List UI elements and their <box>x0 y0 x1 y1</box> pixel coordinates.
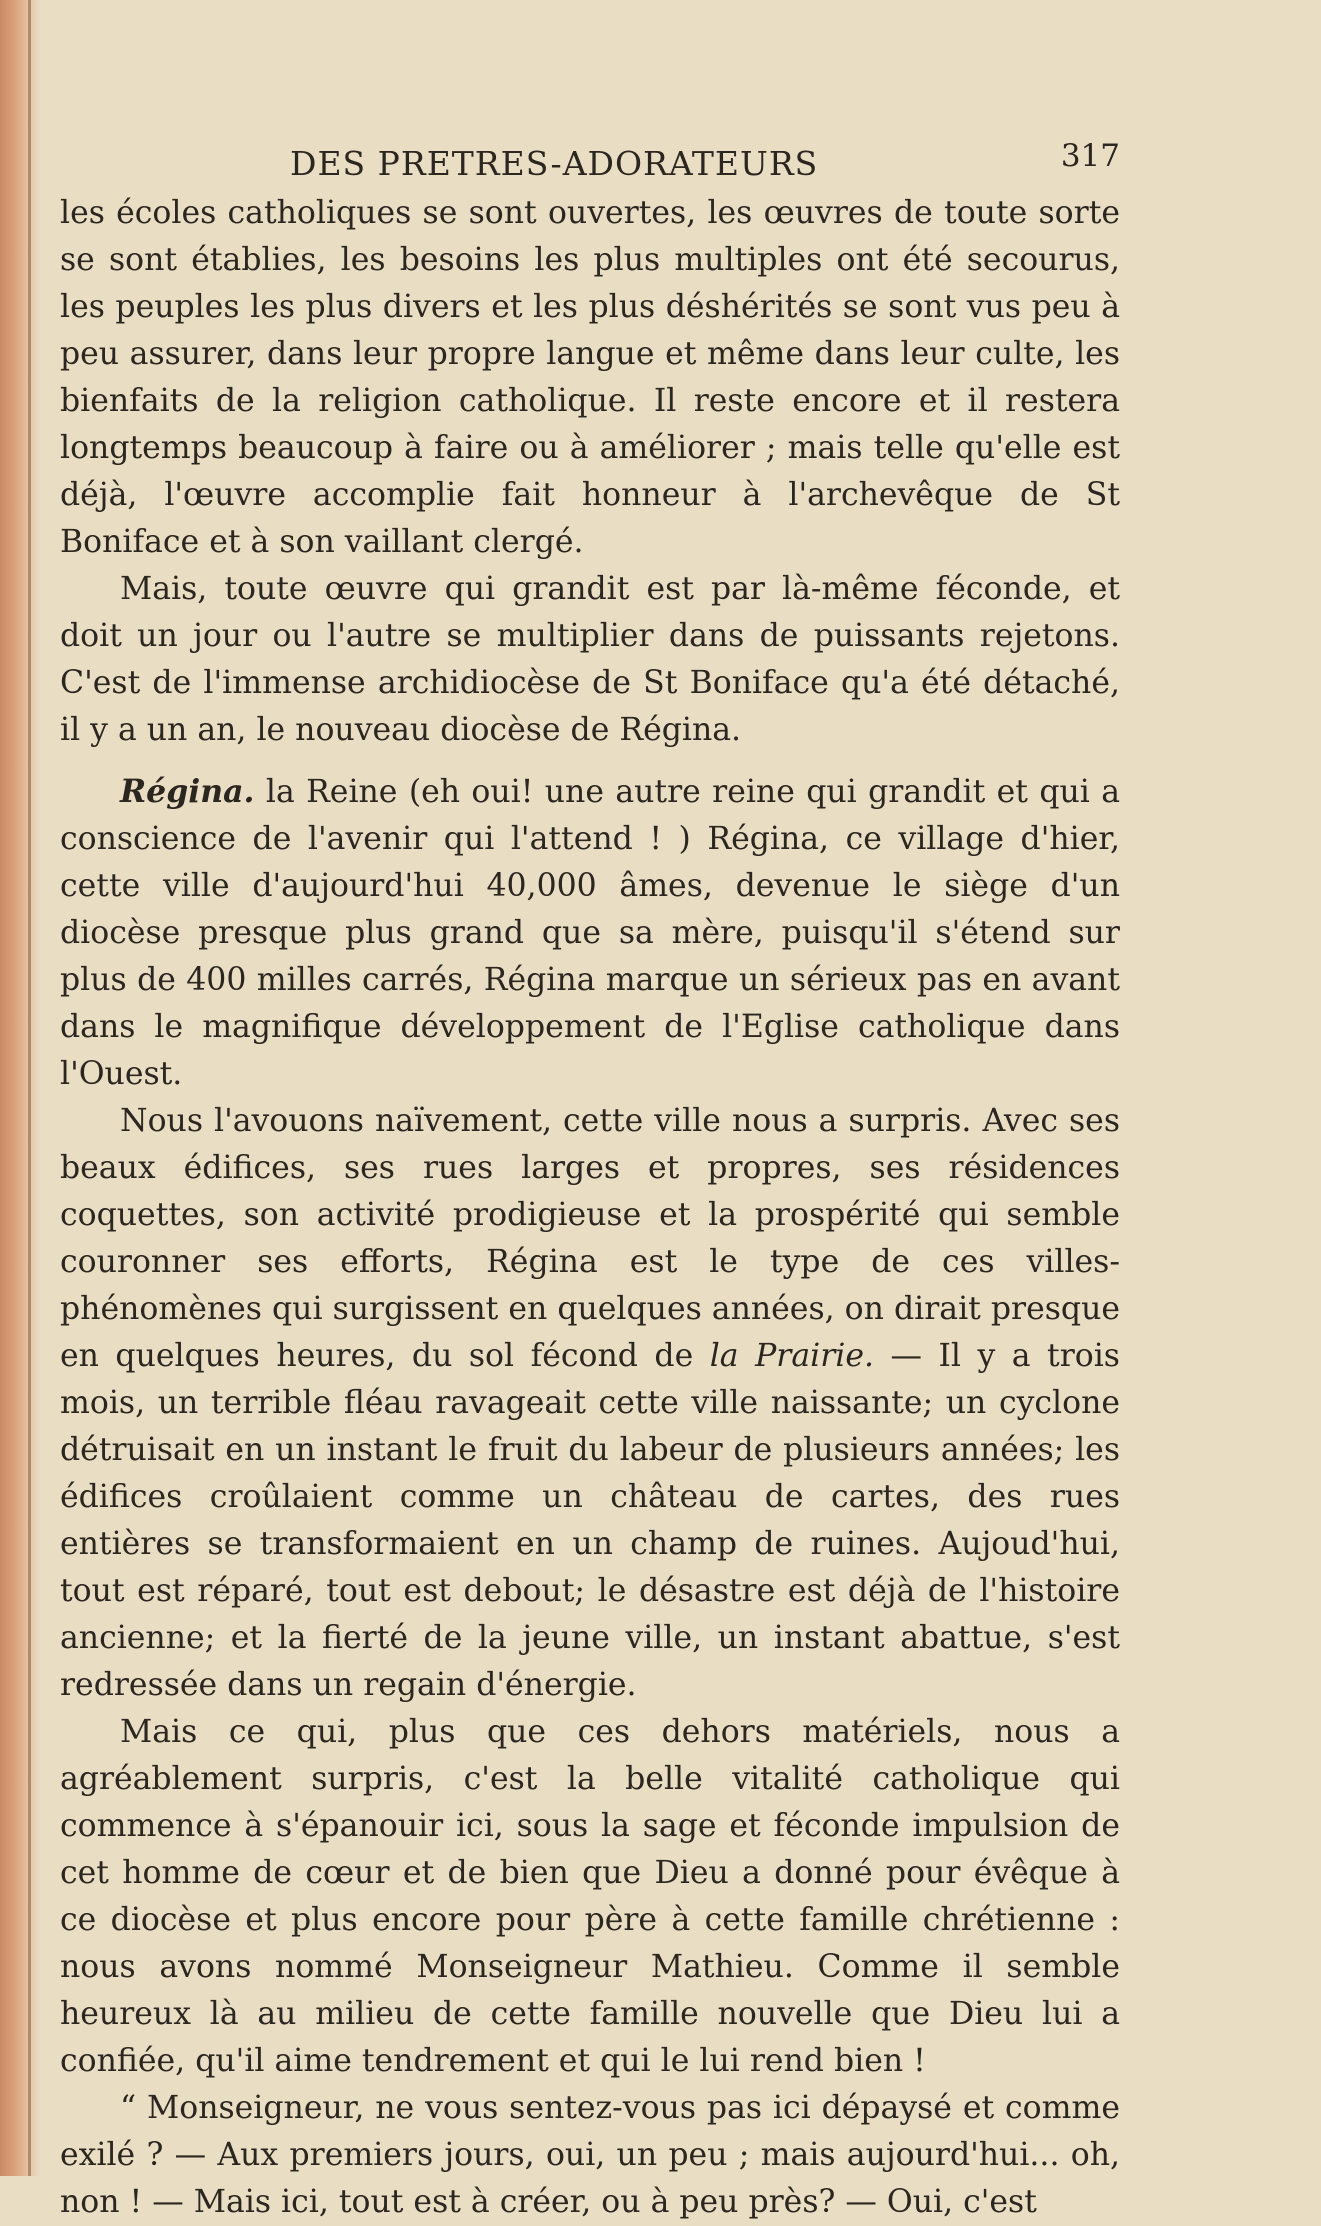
paragraph-5 <box>60 1709 1120 2085</box>
paragraph-3 <box>60 768 1120 1098</box>
book-page <box>60 130 1120 2226</box>
paragraph-2-text: Mais, toute œuvre qui grandit est par là-même féconde, et doit un jour ou l'autre se multiplier dans de puissants rejetons. C'est de l'immense archidiocèse de St Boniface qu'a été détaché, il y a un an, le nouveau diocèse de Régina. <box>60 571 1120 748</box>
paragraph-5-text: Mais ce qui, plus que ces dehors matériels, nous a agréablement surpris, c'est la belle vitalité catholique qui commence à s'épanouir ici, sous la sage et féconde impulsion de cet homme de cœur et de bien que Dieu a donné pour évêque à ce diocèse et plus encore pour père à cette famille chrétienne : nous avons nommé Monseigneur Mathieu. Comme il semble heureux là au milieu de cette famille nouvelle que Dieu lui a confiée, qu'il aime tendrement et qui le lui rend bien ! <box>60 1714 1120 2079</box>
page-number: 317 <box>1060 138 1120 174</box>
paragraph-4-emphasis: la Prairie. <box>709 1338 874 1374</box>
paragraph-1 <box>60 190 1120 566</box>
page-header <box>60 130 1120 190</box>
binding-edge <box>28 0 31 2176</box>
paragraph-4-text-before: Nous l'avouons naïvement, cette ville nous a surpris. Avec ses beaux édifices, ses rues larges et propres, ses résidences coquettes, son activité prodigieuse et la prospérité qui semble couronner ses efforts, Régina est le type de ces villes-phénomènes qui surgissent en quelques années, on dirait presque en quelques heures, du sol fécond de <box>60 1103 1120 1374</box>
paragraph-2 <box>60 566 1120 754</box>
paragraph-6-text: “ Monseigneur, ne vous sentez-vous pas ici dépaysé et comme exilé ? — Aux premiers jours, oui, un peu ; mais aujourd'hui... oh, non ! — Mais ici, tout est à créer, ou à peu près? — Oui, c'est <box>60 2090 1120 2220</box>
body-text <box>60 190 1120 2226</box>
paragraph-6 <box>60 2085 1120 2226</box>
paragraph-3-lead: Régina. <box>120 773 255 810</box>
book-spine-shadow <box>0 0 40 2176</box>
paragraph-4-text-after: — Il y a trois mois, un terrible fléau ravageait cette ville naissante; un cyclone détruisait en un instant le fruit du labeur de plusieurs années; les édifices croûlaient comme un château de cartes, des rues entières se transformaient en un champ de ruines. Aujoud'hui, tout est réparé, tout est debout; le désastre est déjà de l'histoire ancienne; et la fierté de la jeune ville, un instant abattue, s'est redressée dans un regain d'énergie. <box>60 1338 1120 1703</box>
paragraph-4 <box>60 1098 1120 1709</box>
paragraph-3-text: la Reine (eh oui! une autre reine qui grandit et qui a conscience de l'avenir qui l'attend ! ) Régina, ce village d'hier, cette ville d'aujourd'hui 40,000 âmes, devenue le siège d'un diocèse presque plus grand que sa mère, puisqu'il s'étend sur plus de 400 milles carrés, Régina marque un sérieux pas en avant dans le magnifique développement de l'Eglise catholique dans l'Ouest. <box>60 774 1120 1092</box>
running-title: DES PRETRES-ADORATEURS <box>290 144 819 183</box>
paragraph-1-text: les écoles catholiques se sont ouvertes, les œuvres de toute sorte se sont établies, les besoins les plus multiples ont été secourus, les peuples les plus divers et les plus déshérités se sont vus peu à peu assurer, dans leur propre langue et même dans leur culte, les bienfaits de la religion catholique. Il reste encore et il restera longtemps beaucoup à faire ou à améliorer ; mais telle qu'elle est déjà, l'œuvre accomplie fait honneur à l'archevêque de St Boniface et à son vaillant clergé. <box>60 195 1120 560</box>
